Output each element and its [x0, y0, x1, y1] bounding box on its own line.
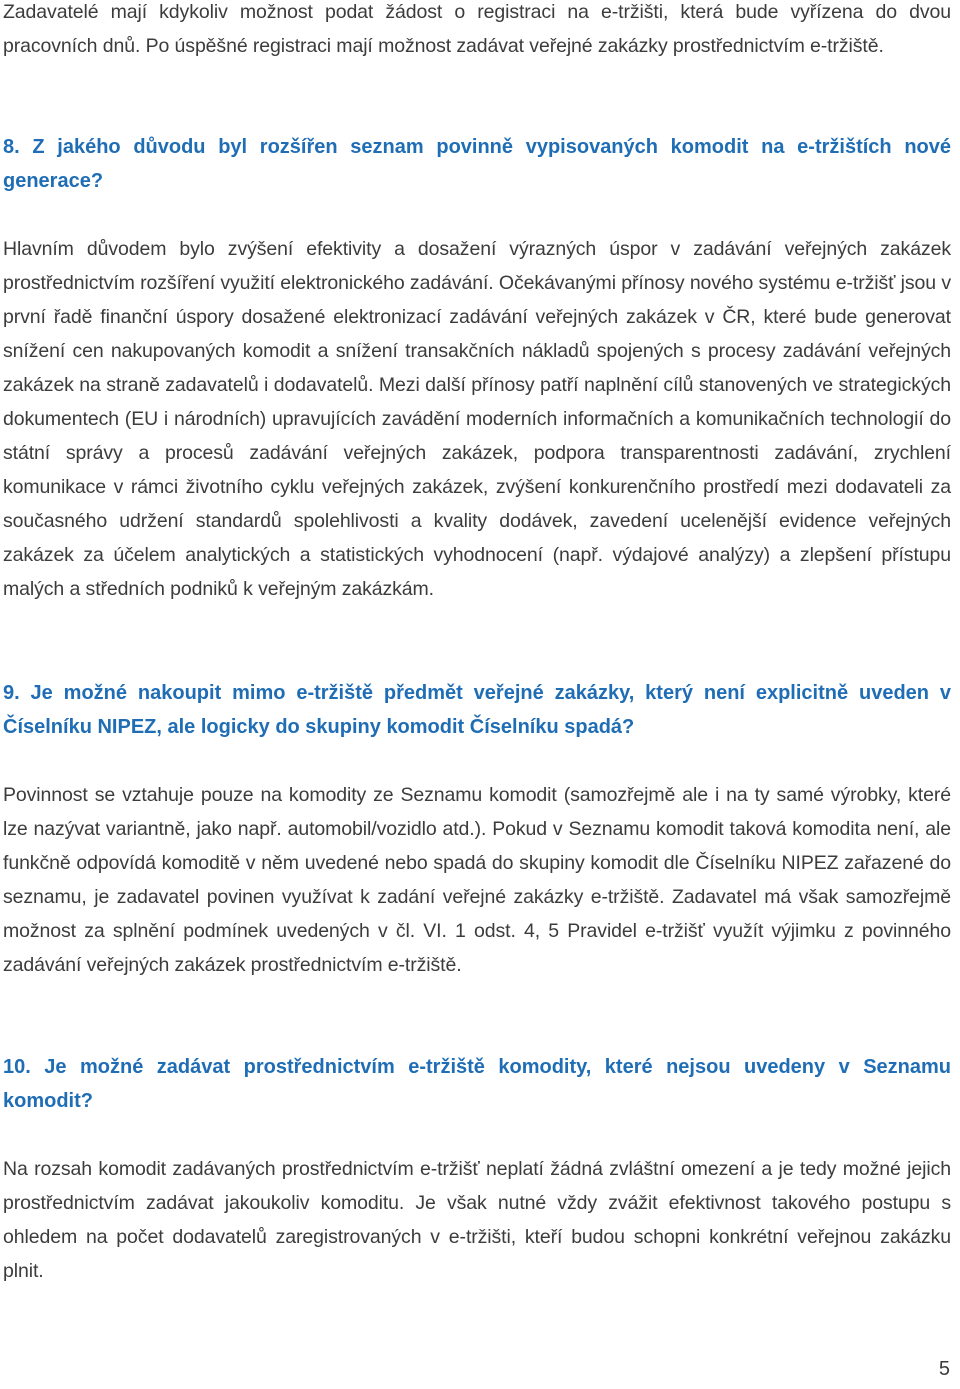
- answer-9-paragraph: Povinnost se vztahuje pouze na komodity ze Seznamu komodit (samozřejmě ale i na ty samé výrobky, které lze nazývat variantně, jako např. automobil/vozidlo atd.). Pokud v Seznamu komodit taková komodita není, ale funkčně odpovídá komoditě v něm uvedené nebo spadá do skupiny komodit dle Číselníku NIPEZ zařazené do seznamu, je zadavatel povinen využívat k zadání veřejné zakázky e-tržiště. Zadavatel má však samozřejmě možnost za splnění podmínek uvedených v čl. VI. 1 odst. 4, 5 Pravidel e-tržišť využít výjimku z povinného zadávání veřejných zakázek prostřednictvím e-tržiště.: [3, 784, 951, 976]
- answer-8-paragraph: Hlavním důvodem bylo zvýšení efektivity a dosažení výrazných úspor v zadávání veřejných zakázek prostřednictvím rozšíření využití elektronického zadávání. Očekávanými přínosy nového systému e-tržišť jsou v první řadě finanční úspory dosažené elektronizací zadávání veřejných zakázek v ČR, které bude generovat snížení cen nakupovaných komodit a snížení transakčních nákladů spojených s procesy zadávání veřejných zakázek na straně zadavatelů i dodavatelů. Mezi další přínosy patří naplnění cílů stanovených ve strategických dokumentech (EU i národních) upravujících zavádění moderních informačních a komunikačních technologií do státní správy a procesů zadávání veřejných zakázek, podpora transparentnosti zadávání, zrychlení komunikace v rámci životního cyklu veřejných zakázek, zvýšení konkurenčního prostředí mezi dodavateli za současného udržení standardů spolehlivosti a kvality dodávek, zavedení ucelenější evidence veřejných zakázek za účelem analytických a statistických vyhodnocení (např. výdajové analýzy) a zlepšení přístupu malých a středních podniků k veřejným zakázkám.: [3, 238, 951, 600]
- intro-paragraph: Zadavatelé mají kdykoliv možnost podat žádost o registraci na e-tržišti, která bude vyřízena do dvou pracovních dnů. Po úspěšné registraci mají možnost zadávat veřejné zakázky prostřednictvím e-tržiště.: [3, 1, 951, 57]
- answer-10-paragraph: Na rozsah komodit zadávaných prostřednictvím e-tržišť neplatí žádná zvláštní omezení a je tedy možné jejich prostřednictvím zadávat jakoukoliv komoditu. Je však nutné vždy zvážit efektivnost takového postupu s ohledem na počet dodavatelů zaregistrovaných v e-tržišti, kteří budou schopni konkrétní veřejnou zakázku plnit.: [3, 1158, 951, 1282]
- question-8-heading: 8. Z jakého důvodu byl rozšířen seznam povinně vypisovaných komodit na e-tržištích nové generace?: [3, 136, 951, 192]
- page-number: 5: [938, 1358, 950, 1380]
- question-9-heading: 9. Je možné nakoupit mimo e-tržiště předmět veřejné zakázky, který není explicitně uveden v Číselníku NIPEZ, ale logicky do skupiny komodit Číselníku spadá?: [3, 682, 951, 738]
- question-10-heading: 10. Je možné zadávat prostřednictvím e-tržiště komodity, které nejsou uvedeny v Seznamu komodit?: [3, 1056, 951, 1112]
